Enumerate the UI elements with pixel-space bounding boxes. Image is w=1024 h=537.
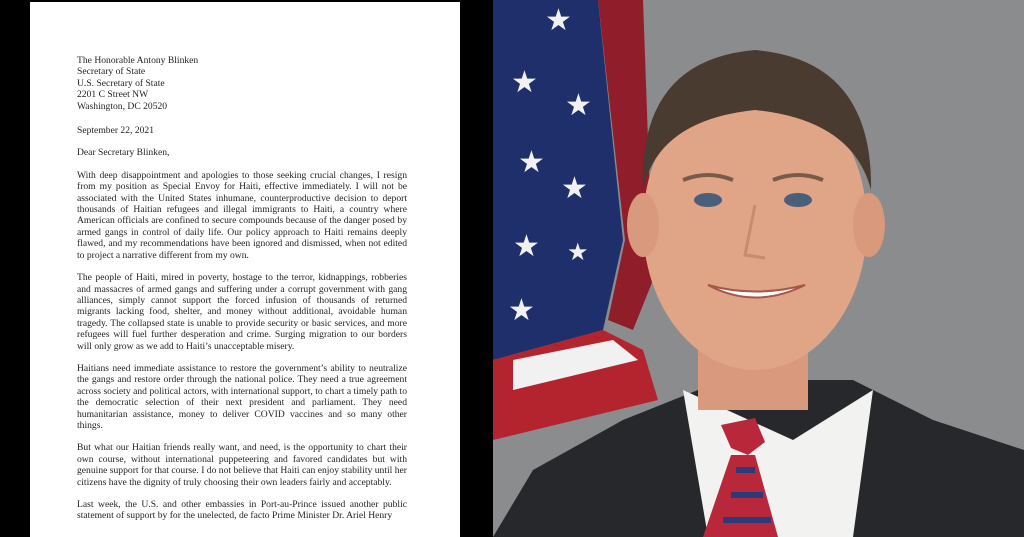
letter-body [77, 55, 407, 522]
address-line: The Honorable Antony Blinken [77, 55, 199, 66]
portrait-photo [493, 0, 1024, 537]
flag-star: ★ [567, 238, 589, 266]
flag-star: ★ [565, 88, 592, 123]
address-line: Secretary of State [77, 66, 146, 78]
letter-page [30, 2, 460, 537]
flag-star: ★ [518, 145, 545, 180]
left-ear [627, 193, 659, 257]
address-line: U.S. Secretary of State [77, 77, 165, 89]
flag-star: ★ [513, 229, 540, 264]
portrait-illustration [493, 0, 1024, 537]
salutation: Dear Secretary Blinken, [77, 147, 170, 159]
paragraph: Last week, the U.S. and other embassies in Port-au-Prince issued another public statement of support by for the unelected, de facto Prime Minister Dr. Ariel Henry [77, 499, 407, 522]
flag-star: ★ [561, 171, 588, 206]
address-line: Washington, DC 20520 [77, 100, 168, 112]
flag-star: ★ [511, 65, 538, 100]
address-line: 2201 C Street NW [77, 89, 149, 101]
right-ear [853, 193, 885, 257]
flag-star: ★ [545, 3, 572, 38]
paragraph: The people of Haiti, mired in poverty, hostage to the terror, kidnappings, robberies and massacres of armed gangs and suffering under a corrupt government with gang alliances, simply cannot support the forced infusion of thousands of returned migrants lacking food, shelter, and money without additional, avoidable human tragedy. The collapsed state is unable to provide security or basic services, and more refugees will fuel further desperation and crime. Surging migration to our borders will only grow as we add to Haiti’s unacceptable misery. [77, 272, 407, 352]
paragraph: But what our Haitian friends really want, and need, is the opportunity to chart their own course, without international puppeteering and favored candidates but with genuine support for that course. I do not believe that Haiti can enjoy stability until her citizens have the dignity of truly choosing their own leaders fairly and acceptably. [77, 442, 407, 488]
flag-star: ★ [508, 293, 535, 328]
recipient-address [77, 55, 407, 112]
paragraph: Haitians need immediate assistance to restore the government’s ability to neutralize the gangs and restore order through the national police. They need a true agreement across society and political actors, with international support, to chart a timely path to the democratic selection of their next president and parliament. They need humanitarian assistance, money to deliver COVID vaccines and so many other things. [77, 362, 407, 431]
letter-date: September 22, 2021 [77, 125, 155, 137]
paragraph: With deep disappointment and apologies to those seeking crucial changes, I resign from my position as Special Envoy for Haiti, effective immediately. I will not be associated with the United States inhumane, counterproductive decision to deport thousands of Haitian refugees and illegal immigrants to Haiti, a country where American officials are confined to secure compounds because of the danger posed by armed gangs in control of daily life. Our policy approach to Haiti remains deeply flawed, and my recommendations have been ignored and dismissed, when not edited to project a narrative different from my own. [77, 169, 407, 261]
right-eye [784, 193, 812, 207]
left-eye [694, 193, 722, 207]
